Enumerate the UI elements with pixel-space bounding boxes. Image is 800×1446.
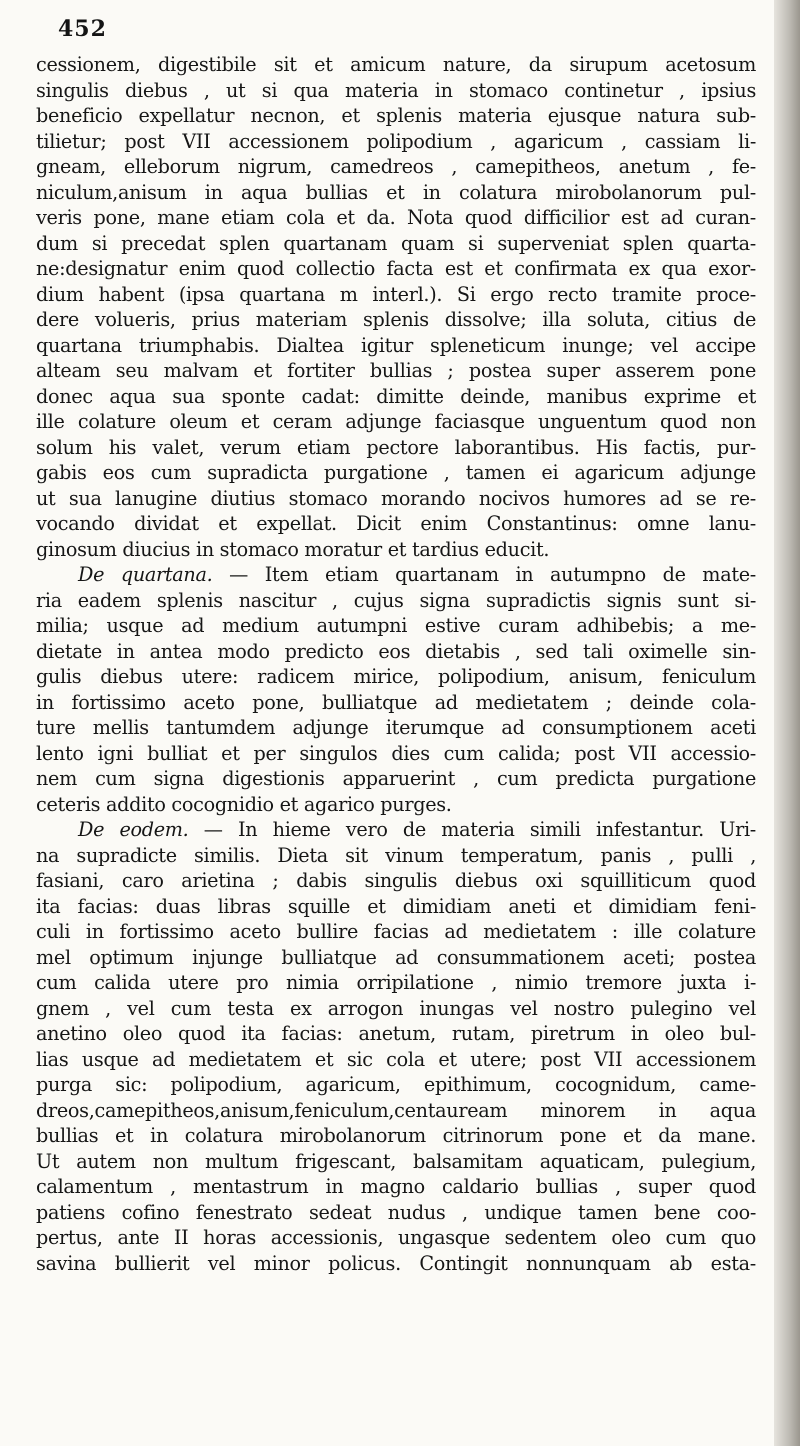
paragraph — [36, 562, 756, 817]
text-line: ture mellis tantumdem adjunge iterumque ad consumptionem aceti — [36, 716, 756, 739]
text-line: pertus, ante II horas accessionis, ungasque sedentem oleo cum quo — [36, 1226, 756, 1249]
text-line: mel optimum injunge bulliatque ad consummationem aceti; postea — [36, 945, 756, 969]
text-line: dere volueris, prius materiam splenis dissolve; illa soluta, citius de — [36, 308, 756, 331]
text-line: ille colature oleum et ceram adjunge faciasque unguentum quod non — [36, 410, 756, 433]
text-line: lias usque ad medietatem et sic cola et utere; post VII accessionem — [36, 1047, 756, 1071]
text-line: bullias et in colatura mirobolanorum citrinorum pone et da mane. — [36, 1124, 756, 1147]
text-line: ria eadem splenis nascitur , cujus signa supradictis signis sunt si- — [36, 588, 756, 612]
text-line: gneam, elleborum nigrum, camedreos , camepitheos, anetum , fe- — [36, 155, 756, 178]
text-line: in fortissimo aceto pone, bulliatque ad medietatem ; deinde cola- — [36, 690, 756, 714]
text-line-rest: — Item etiam quartanam in autumpno de mate- — [212, 563, 756, 586]
text-line: nem cum signa digestionis apparuerint , cum predicta purgatione — [36, 767, 756, 790]
text-line — [36, 817, 756, 843]
text-line: ut sua lanugine diutius stomaco morando nocivos humores ad se re- — [36, 486, 756, 510]
text-line: fasiani, caro arietina ; dabis singulis diebus oxi squilliticum quod — [36, 869, 756, 892]
text-line: quartana triumphabis. Dialtea igitur spleneticum inunge; vel accipe — [36, 333, 756, 357]
text-line: ceteris addito cocognidio et agarico purges. — [36, 792, 452, 816]
text-line: cessionem, digestibile sit et amicum nature, da sirupum acetosum — [36, 53, 756, 76]
text-line: niculum,anisum in aqua bullias et in colatura mirobolanorum pul- — [36, 180, 756, 204]
text-line — [36, 562, 756, 588]
paragraph — [36, 817, 756, 1276]
text-line: gabis eos cum supradicta purgatione , tamen ei agaricum adjunge — [36, 461, 756, 484]
text-line: dium habent (ipsa quartana m interl.). Si ergo recto tramite proce- — [36, 282, 756, 306]
text-line: gulis diebus utere: radicem mirice, polipodium, anisum, feniculum — [36, 665, 756, 688]
text-line: cum calida utere pro nimia orripilatione , nimio tremore juxta i- — [36, 971, 756, 994]
text-line: dreos,camepitheos,anisum,feniculum,centauream minorem in aqua — [36, 1098, 756, 1122]
text-line: solum his valet, verum etiam pectore laborantibus. His factis, pur- — [36, 435, 756, 459]
text-line: ita facias: duas libras squille et dimidiam aneti et dimidiam feni- — [36, 894, 756, 918]
text-line: calamentum , mentastrum in magno caldario bullias , super quod — [36, 1175, 756, 1198]
text-line: donec aqua sua sponte cadat: dimitte deinde, manibus exprime et — [36, 384, 756, 408]
text-line: ne:designatur enim quod collectio facta est et confirmata ex qua exor- — [36, 257, 756, 280]
text-line: anetino oleo quod ita facias: anetum, rutam, piretrum in oleo bul- — [36, 1022, 756, 1045]
section-rubric: De eodem. — [78, 818, 189, 841]
text-line: lento igni bulliat et per singulos dies cum calida; post VII accessio- — [36, 741, 756, 765]
text-line: tilietur; post VII accessionem polipodium , agaricum , cassiam li- — [36, 129, 756, 153]
text-line: na supradicte similis. Dieta sit vinum temperatum, panis , pulli , — [36, 843, 756, 867]
text-line: purga sic: polipodium, agaricum, epithimum, cocognidum, came- — [36, 1073, 756, 1096]
text-line: patiens cofino fenestrato sedeat nudus , undique tamen bene coo- — [36, 1200, 756, 1224]
text-line: beneficio expellatur necnon, et splenis materia ejusque natura sub- — [36, 104, 756, 127]
text-line: Ut autem non multum frigescant, balsamitam aquaticam, pulegium, — [36, 1149, 756, 1173]
text-line: dietate in antea modo predicto eos dietabis , sed tali oximelle sin- — [36, 639, 756, 663]
body-text — [36, 52, 756, 1276]
text-line: ginosum diucius in stomaco moratur et tardius educit. — [36, 537, 550, 561]
page-number: 452 — [58, 16, 107, 42]
text-line: alteam seu malvam et fortiter bullias ; postea super asserem pone — [36, 359, 756, 382]
text-line: culi in fortissimo aceto bullire facias ad medietatem : ille colature — [36, 920, 756, 943]
page-edge-shadow — [774, 0, 800, 1446]
text-line: savina bullierit vel minor policus. Contingit nonnunquam ab esta- — [36, 1251, 756, 1275]
text-line: dum si precedat splen quartanam quam si superveniat splen quarta- — [36, 231, 756, 255]
section-rubric: De quartana. — [78, 563, 213, 586]
text-line: gnem , vel cum testa ex arrogon inungas vel nostro pulegino vel — [36, 996, 756, 1020]
text-line: vocando dividat et expellat. Dicit enim Constantinus: omne lanu- — [36, 512, 756, 535]
text-line-rest: — In hieme vero de materia simili infestantur. Uri- — [188, 818, 756, 841]
text-line: singulis diebus , ut si qua materia in stomaco continetur , ipsius — [36, 78, 756, 102]
text-line: milia; usque ad medium autumpni estive curam adhibebis; a me- — [36, 614, 756, 637]
paragraph — [36, 52, 756, 562]
text-line: veris pone, mane etiam cola et da. Nota quod difficilior est ad curan- — [36, 206, 756, 229]
